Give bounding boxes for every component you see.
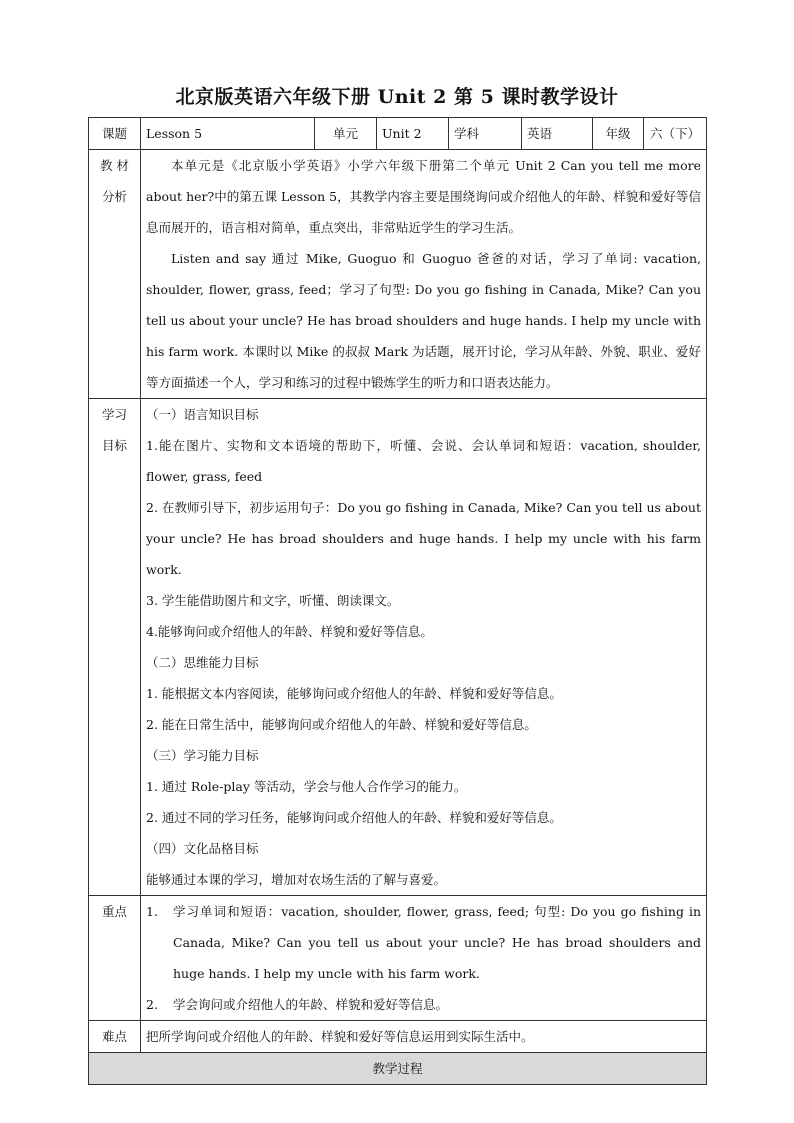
- difficulties-text: 把所学询问或介绍他人的年龄、样貌和爱好等信息运用到实际生活中。: [141, 1021, 707, 1053]
- key-point-number: 1.: [146, 904, 158, 919]
- goal-item: 2. 在教师引导下，初步运用句子：Do you go fishing in Canada, Mike? Can you tell us about your uncle? He has broad shoulders and huge hands. I help my uncle with his farm work.: [146, 500, 701, 577]
- goal-item: 2. 能在日常生活中，能够询问或介绍他人的年龄、样貌和爱好等信息。: [146, 717, 537, 732]
- key-points-content: [141, 896, 707, 1021]
- goal-heading-thinking: （二）思维能力目标: [146, 655, 259, 670]
- goals-label: [89, 399, 141, 896]
- header-row: [89, 118, 707, 150]
- goal-item: 1. 通过 Role-play 等活动，学会与他人合作学习的能力。: [146, 779, 467, 794]
- key-points-row: [89, 896, 707, 1021]
- key-points-label: 重点: [89, 896, 141, 1021]
- subject-value: 英语: [522, 118, 593, 150]
- analysis-label-line2: 分析: [101, 189, 127, 204]
- goal-item: 3. 学生能借助图片和文字，听懂、朗读课文。: [146, 593, 400, 608]
- goal-item: 能够通过本课的学习，增加对农场生活的了解与喜爱。: [146, 872, 447, 887]
- key-point-text: 学习单词和短语：vacation, shoulder, flower, grass, feed; 句型: Do you go fishing in Canada, Mike? Can you tell us about your uncle? He has broad shoulders and huge hands. I help my uncle with his farm work.: [173, 904, 701, 981]
- goals-row: [89, 399, 707, 896]
- goals-label-line1: 学习: [101, 407, 127, 422]
- analysis-label-line1: 教 材: [100, 158, 129, 173]
- unit-value: Unit 2: [377, 118, 449, 150]
- difficulties-label: 难点: [89, 1021, 141, 1053]
- topic-value: Lesson 5: [141, 118, 315, 150]
- analysis-row: [89, 150, 707, 399]
- goal-item: 1.能在图片、实物和文本语境的帮助下，听懂、会说、会认单词和短语：vacation, shoulder, flower, grass, feed: [146, 438, 701, 484]
- goal-item: 4.能够询问或介绍他人的年龄、样貌和爱好等信息。: [146, 624, 433, 639]
- analysis-paragraph-1: 本单元是《北京版小学英语》小学六年级下册第二个单元 Unit 2 Can you tell me more about her?中的第五课 Lesson 5，其教学内容主要是围绕询问或介绍他人的年龄、样貌和爱好等信息而展开的，语言相对简单，重点突出，非常贴近学生的学习生活。: [146, 158, 701, 235]
- analysis-paragraph-2: Listen and say 通过 Mike, Guoguo 和 Guoguo 爸爸的对话，学习了单词: vacation, shoulder, flower, grass, feed；学习了句型: Do you go fishing in Canada, Mike? Can you tell us about your uncle? He has broad shoulders and huge hands. I help my uncle with his farm work. 本课时以 Mike 的叔叔 Mark 为话题，展开讨论，学习从年龄、外貌、职业、爱好等方面描述一个人，学习和练习的过程中锻炼学生的听力和口语表达能力。: [146, 251, 701, 390]
- process-row: [89, 1053, 707, 1085]
- goal-heading-knowledge: （一）语言知识目标: [146, 407, 259, 422]
- grade-label: 年级: [593, 118, 644, 150]
- document-title: 北京版英语六年级下册 Unit 2 第 5 课时教学设计: [175, 86, 619, 108]
- topic-label: 课题: [89, 118, 141, 150]
- key-point-text: 学会询问或介绍他人的年龄、样貌和爱好等信息。: [173, 997, 449, 1012]
- goal-item: 2. 通过不同的学习任务，能够询问或介绍他人的年龄、样貌和爱好等信息。: [146, 810, 562, 825]
- key-point-number: 2.: [146, 997, 158, 1012]
- subject-label: 学科: [449, 118, 522, 150]
- grade-value: 六（下）: [644, 118, 707, 150]
- goals-label-line2: 目标: [101, 438, 127, 453]
- goal-heading-learning: （三）学习能力目标: [146, 748, 259, 763]
- teaching-process-header: 教学过程: [89, 1053, 707, 1085]
- key-point-item: [146, 896, 701, 989]
- lesson-plan-table: [88, 117, 707, 1085]
- goal-heading-culture: （四）文化品格目标: [146, 841, 259, 856]
- goal-item: 1. 能根据文本内容阅读，能够询问或介绍他人的年龄、样貌和爱好等信息。: [146, 686, 562, 701]
- goals-content: [141, 399, 707, 896]
- analysis-label: [89, 150, 141, 399]
- unit-label: 单元: [315, 118, 377, 150]
- difficulties-row: [89, 1021, 707, 1053]
- analysis-content: [141, 150, 707, 399]
- key-point-item: [146, 989, 701, 1020]
